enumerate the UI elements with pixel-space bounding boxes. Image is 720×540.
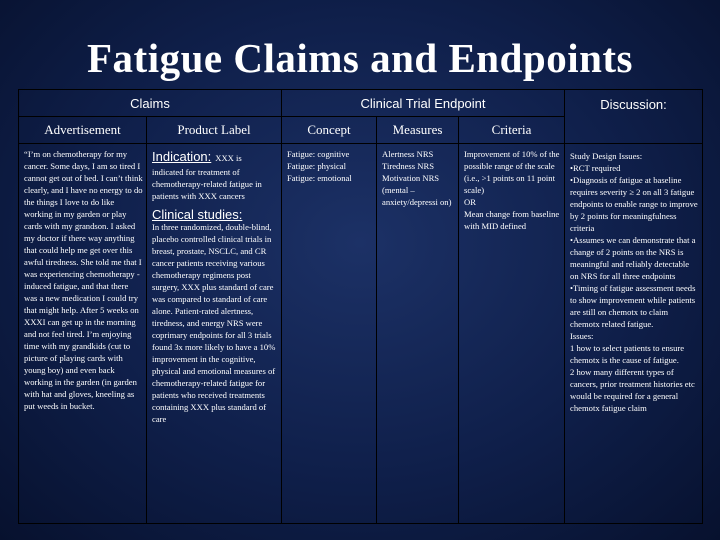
indication-heading: Indication: <box>152 149 212 164</box>
advertisement-text: “I’m on chemotherapy for my cancer. Some days, I am so tired I cannot get out of bed. I can’t think clearly, and I have no energy to do the things I love to do like working in my garden or play cards with my grandson. I asked my doctor if there way anything that could help me get over this awful tiredness. She told me that I was experiencing chemotherapy -induced fatigue, and that there was a new medication I could try that might help. After 5 weeks on XXXI can get up in the morning and not feel tired. I’m enjoying time with my grandkids (cut to picture of playing cards with young boy) and even back working in the garden (in garden with hat and gloves, kneeling as put weeds in bucket. <box>24 149 143 411</box>
concept-cell <box>282 144 377 524</box>
discussion-line: 1 how to select patients to ensure chemotx is the cause of fatigue. <box>570 343 685 365</box>
advertisement-cell <box>19 144 147 524</box>
product-label-cell <box>147 144 282 524</box>
concept-line: Fatigue: cognitive <box>287 149 350 159</box>
measures-cell <box>377 144 459 524</box>
discussion-line: •Diagnosis of fatigue at baseline requires severity ≥ 2 on all 3 fatigue endpoints to enable range to improve by 2 points for meaningfulness criteria <box>570 175 698 233</box>
product-label-header: Product Label <box>147 117 282 144</box>
indication-text: indicated for treatment of chemotherapy-related fatigue in patients with XXX cancers <box>152 167 262 201</box>
criteria-cell <box>459 144 565 524</box>
slide-title: Fatigue Claims and Endpoints <box>87 35 633 81</box>
discussion-line: 2 how many different types of cancers, prior treatment histories etc would be required for a general chemotx fatigue claim <box>570 367 695 413</box>
discussion-line: •Timing of fatigue assessment needs to show improvement while patients are still on chemotx to claim chemotx related fatigue. <box>570 283 696 329</box>
claims-header: Claims <box>19 90 282 117</box>
clinical-studies-text: In three randomized, double-blind, placebo controlled clinical trials in breast, prostate, NSCLC, and CR cancer patients receiving various chemotherapy regimens post surgery, XXX plus standard of care was compared to standard of care alone. Patient-rated alertness, tiredness, and energy NRS were coprimary endpoints for all 3 trials found 3x more likely to have a 10% improvement in the cognitive, physical and emotional measures of chemotherapy-related fatigue for patients who received treatments containing XXX plus standard of care <box>152 222 276 424</box>
criteria-or: OR <box>464 197 476 207</box>
discussion-line: •Assumes we can demonstrate that a change of 2 points on the NRS is meaningful and reliably detectable on NRS for all three endpoints <box>570 235 696 281</box>
table-group-header-row <box>19 90 703 117</box>
claims-endpoints-table <box>18 89 703 524</box>
table-row <box>19 144 703 524</box>
measures-text: Alertness NRS Tiredness NRS Motivation NRS (mental – anxiety/depressi on) <box>382 149 452 207</box>
indication-inline: XXX is <box>215 153 242 163</box>
clinical-trial-endpoint-header: Clinical Trial Endpoint <box>282 90 565 117</box>
measures-header: Measures <box>377 117 459 144</box>
discussion-cell <box>565 144 703 524</box>
clinical-studies-heading: Clinical studies: <box>152 207 243 222</box>
criteria-header: Criteria <box>459 117 565 144</box>
discussion-line: Study Design Issues: <box>570 151 643 161</box>
concept-line: Fatigue: emotional <box>287 173 352 183</box>
discussion-header: Discussion: <box>565 90 703 144</box>
discussion-line: •RCT required <box>570 163 621 173</box>
advertisement-header: Advertisement <box>19 117 147 144</box>
criteria-text-1: Improvement of 10% of the possible range of the scale (i.e., >1 points on 11 point scale) <box>464 149 560 195</box>
criteria-text-2: Mean change from baseline with MID defined <box>464 209 560 231</box>
concept-line: Fatigue: physical <box>287 161 346 171</box>
discussion-line: Issues: <box>570 331 594 341</box>
concept-header: Concept <box>282 117 377 144</box>
